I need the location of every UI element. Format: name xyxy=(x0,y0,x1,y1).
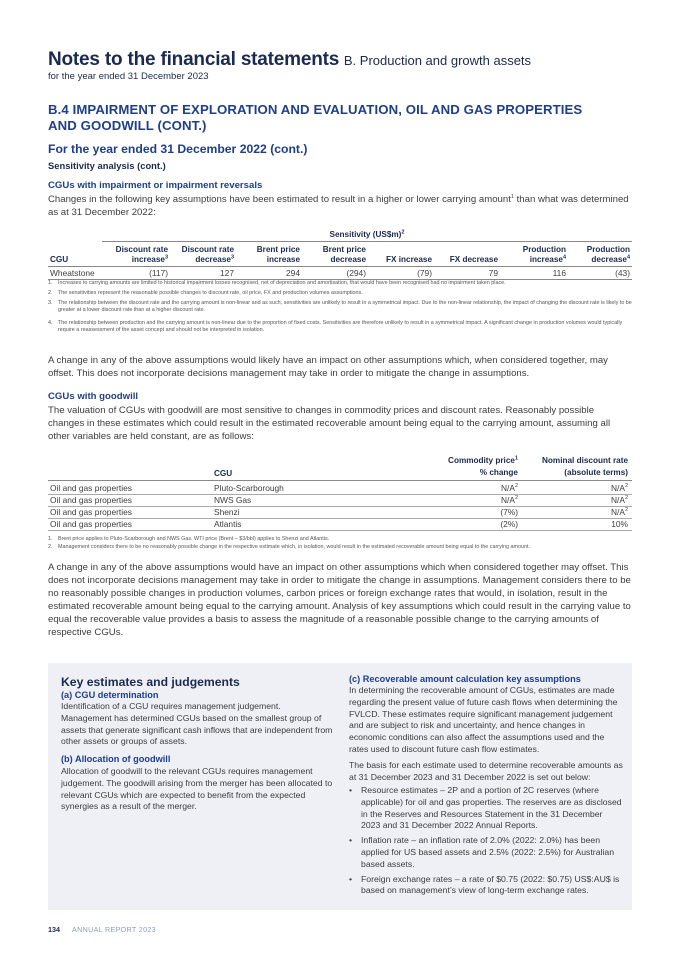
table-row xyxy=(48,519,632,531)
list-item xyxy=(349,835,623,870)
footnote-text: The relationship between production and the carrying amount is non-linear due to the proportion of fixed costs. Sensitivities are therefore unlikely to result in a symmetrical impact. A significant change in production volumes would typically require a reassessment of the asset concept and should not be interpreted in isolation. xyxy=(58,320,623,334)
bullet-icon: • xyxy=(349,785,353,795)
goodwill-allocation-text: Allocation of goodwill to the relevant CGUs requires management judgement. The goodwill arising from the merger has been allocated to relevant CGUs which are expected to benefit from the expected synergies as a result of the merger. xyxy=(61,766,333,812)
intro-footnote-ref: 1 xyxy=(510,193,514,200)
recoverable-amount-text: In determining the recoverable amount of CGUs, estimates are made regarding the present value of future cash flows when determining the FVLCD. These estimates require significant management judgement and are subject to risk and uncertainty, and hence changes in economic conditions can also affect the assumptions used and the rates used to discount future cash flow estimates. xyxy=(349,685,618,754)
commodity-value: N/A xyxy=(500,495,515,505)
cgu-name: NWS Gas xyxy=(214,495,252,505)
header-col-6 xyxy=(523,245,566,264)
value-col-1: 127 xyxy=(220,268,234,278)
discount-change xyxy=(611,507,628,517)
cgu-name: Atlantis xyxy=(214,519,242,529)
header-cgu: CGU xyxy=(50,254,69,264)
key-box-title: Key estimates and judgements xyxy=(61,675,240,689)
discount-change xyxy=(611,495,628,505)
header-col-0 xyxy=(116,245,168,264)
header-commodity-ref: 1 xyxy=(514,455,518,462)
cgu-name: Shenzi xyxy=(214,507,240,517)
discount-value: N/A xyxy=(610,507,625,517)
header-col-6-l1: Production xyxy=(522,245,566,254)
page-number: 134 xyxy=(48,925,60,934)
header-discount-l1: Nominal discount rate xyxy=(542,456,628,465)
header-col-4-l2 xyxy=(386,255,432,265)
section-title-line2: AND GOODWILL (CONT.) xyxy=(48,118,207,133)
sensitivity-data-row xyxy=(48,268,632,280)
header-col-3-l2 xyxy=(323,255,366,265)
list-item xyxy=(349,874,623,898)
header-col-0-ref: 3 xyxy=(164,253,168,260)
header-col-0-text: increase xyxy=(131,254,165,264)
list-item-text: Inflation rate – an inflation rate of 2.0% (2022: 2.0%) has been applied for US based assets and 2.5% (2022: 2.5%) for Australian based assets. xyxy=(361,835,615,869)
header-col-7-l1: Production xyxy=(586,245,630,254)
table-row xyxy=(48,483,632,495)
discount-value: N/A xyxy=(610,495,625,505)
footnote-text: Brent price applies to Pluto-Scarborough and NWS Gas. WTI price (Brent – $3/bbl) applies to Shenzi and Atlantis. xyxy=(58,536,330,542)
section-title-line1: B.4 IMPAIRMENT OF EXPLORATION AND EVALUATION, OIL AND GAS PROPERTIES xyxy=(48,102,583,117)
discount-ref: 2 xyxy=(624,507,628,514)
value-col-3: (294) xyxy=(346,268,366,278)
header-discount xyxy=(542,456,628,477)
commodity-change xyxy=(500,507,518,517)
bullet-icon: • xyxy=(349,835,353,846)
discount-value: 10% xyxy=(611,519,628,529)
page-period: for the year ended 31 December 2023 xyxy=(48,71,209,82)
header-col-7 xyxy=(587,245,630,264)
header-commodity xyxy=(448,456,518,477)
table-row xyxy=(48,507,632,519)
sensitivity-heading: Sensitivity analysis (cont.) xyxy=(48,160,166,171)
header-col-3-l1: Brent price xyxy=(322,245,366,254)
page-header xyxy=(48,50,531,82)
discount-change xyxy=(611,519,628,529)
header-cgu: CGU xyxy=(214,469,233,478)
band-footnote-ref: 2 xyxy=(401,229,405,236)
value-col-2: 294 xyxy=(286,268,300,278)
footnote-number: 2. xyxy=(48,544,53,550)
page-title-section: B. Production and growth assets xyxy=(343,53,532,68)
header-col-1-ref: 3 xyxy=(230,253,234,260)
intro-text-a: Changes in the following key assumptions have been estimated to result in a higher or lower carrying amount xyxy=(48,194,511,205)
page-title xyxy=(48,50,531,70)
value-col-0: (117) xyxy=(149,268,168,278)
header-col-6-l2 xyxy=(523,255,566,265)
footnote-number: 4. xyxy=(48,320,53,326)
discount-ref: 2 xyxy=(624,483,628,490)
header-col-7-text: decrease xyxy=(591,254,627,264)
footnote-number: 1. xyxy=(48,280,53,286)
value-col-4: (79) xyxy=(417,268,432,278)
cgu-impairment-closing: A change in any of the above assumptions would likely have an impact on other assumptions which, when considered together, may offset. This does not incorporate decisions management may take in order to mitigate the change in assumptions. xyxy=(48,355,608,379)
section-title xyxy=(48,102,608,134)
footnote-text: Management considers there to be no reasonably possible change in the respective estimate which, in isolation, would result in the estimated recoverable amount being equal to the carrying amount. xyxy=(58,544,530,550)
header-col-5-l2 xyxy=(450,255,498,265)
header-col-2-text: increase xyxy=(266,254,300,264)
footnote-text: Increases to carrying amounts are limited to historical impairment losses recognised, net of depreciation and amortisation, that would have been recognised had no impairment taken place. xyxy=(58,280,506,286)
header-col-1-l2 xyxy=(182,255,234,265)
cgu-determination-heading: (a) CGU determination xyxy=(61,690,159,700)
footnote-number: 3. xyxy=(48,300,53,306)
value-col-5: 79 xyxy=(488,268,498,278)
footnote-text: The sensitivities represent the reasonable possible changes to discount rate, oil price, FX and production volumes assumptions. xyxy=(58,290,363,296)
header-col-5 xyxy=(450,255,498,265)
header-col-0-l2 xyxy=(116,255,168,265)
header-col-2 xyxy=(257,245,300,264)
commodity-value: N/A xyxy=(500,483,515,493)
sensitivity-band-header xyxy=(102,230,632,242)
header-col-3 xyxy=(323,245,366,264)
value-col-6: 116 xyxy=(552,268,566,278)
bullet-icon: • xyxy=(349,873,353,884)
cgu-impairment-intro xyxy=(48,193,632,219)
report-name: ANNUAL REPORT 2023 xyxy=(72,925,156,934)
header-col-1 xyxy=(182,245,234,264)
footnote-number: 2. xyxy=(48,290,53,296)
cgu-impairment-heading: CGUs with impairment or impairment reversals xyxy=(48,180,263,191)
value-col-7: (43) xyxy=(615,268,630,278)
commodity-change xyxy=(501,495,518,505)
header-col-1-text: decrease xyxy=(195,254,231,264)
year-heading: For the year ended 31 December 2022 (cont.) xyxy=(48,142,308,156)
table-row xyxy=(48,495,632,507)
header-col-7-l2 xyxy=(587,255,630,265)
commodity-ref: 2 xyxy=(514,495,518,502)
recoverable-amount-heading: (c) Recoverable amount calculation key assumptions xyxy=(349,674,581,684)
commodity-ref: 2 xyxy=(514,483,518,490)
header-col-0-l1: Discount rate xyxy=(115,245,168,254)
discount-ref: 2 xyxy=(624,495,628,502)
goodwill-allocation-heading: (b) Allocation of goodwill xyxy=(61,754,171,764)
asset-class: Oil and gas properties xyxy=(50,483,132,493)
list-item-text: Resource estimates – 2P and a portion of 2C reserves (where applicable) for oil and gas properties. The reserves are as disclosed in the Reserves and Resources Statement in the 31 December 2023 and 31 December 2022 Annual Reports. xyxy=(361,785,622,831)
commodity-change xyxy=(500,519,518,529)
discount-value: N/A xyxy=(610,483,625,493)
page-title-main: Notes to the financial statements xyxy=(48,49,340,70)
key-estimates-box xyxy=(48,663,632,910)
header-col-2-l2 xyxy=(257,255,300,265)
header-col-6-text: increase xyxy=(529,254,563,264)
intro-text-b: than what was determined as at 31 December 2022: xyxy=(48,194,629,218)
list-item xyxy=(349,785,623,832)
footnote-number: 1. xyxy=(48,536,53,542)
header-col-5-text: FX decrease xyxy=(449,254,498,264)
recoverable-amount-basis: The basis for each estimate used to determine recoverable amounts as at 31 December 2023 and 31 December 2022 is set out below: xyxy=(349,760,623,782)
band-label: Sensitivity (US$m) xyxy=(329,230,402,239)
cgu-goodwill-heading: CGUs with goodwill xyxy=(48,391,139,402)
header-commodity-l2: % change xyxy=(479,468,518,477)
asset-class: Oil and gas properties xyxy=(50,519,132,529)
commodity-value: (2%) xyxy=(500,519,518,529)
goodwill-header-row xyxy=(48,455,632,481)
cgu-name: Pluto-Scarborough xyxy=(214,483,284,493)
header-col-7-ref: 4 xyxy=(626,253,630,260)
discount-change xyxy=(611,483,628,493)
asset-class: Oil and gas properties xyxy=(50,495,132,505)
commodity-change xyxy=(501,483,518,493)
header-commodity-l1: Commodity price xyxy=(448,456,515,465)
header-col-2-l1: Brent price xyxy=(256,245,300,254)
cgu-goodwill-intro: The valuation of CGUs with goodwill are most sensitive to changes in commodity prices and discount rates. Reasonably possible changes in these estimates which could result in the estimated recoverable amount being equal to the carrying amount, assuming all other variables are held constant, are as follows: xyxy=(48,405,611,442)
page-footer xyxy=(48,925,156,934)
cgu-determination-text: Identification of a CGU requires management judgement. Management has determined CGUs based on the smallest group of assets that generate significant cash inflows that are independent from other assets or groups of assets. xyxy=(61,701,333,747)
header-col-3-text: decrease xyxy=(330,254,366,264)
cgu-goodwill-closing: A change in any of the above assumptions would have an impact on other assumptions which when considered together may offset. This does not incorporate decisions management may take in order to mitigate the change in assumptions. Management considers there to be no reasonably possible changes in production volumes, carbon prices or foreign exchange rates that would, in isolation, result in the estimated recoverable amount being equal to the carrying amount. Analysis of key assumptions which could result in the carrying value to equal the recoverable value provides a basis to assess the magnitude of a reasonable possible change to the carrying amounts of respective CGUs. xyxy=(48,562,631,638)
header-col-4-text: FX increase xyxy=(386,254,432,264)
row-cgu: Wheatstone xyxy=(50,268,95,278)
list-item-text: Foreign exchange rates – a rate of $0.75 (2022: $0.75) US$:AU$ is based on management’s view of long-term exchange rates. xyxy=(361,873,620,896)
sensitivity-header-row xyxy=(48,246,632,267)
assumption-list xyxy=(349,785,623,900)
header-col-1-l1: Discount rate xyxy=(181,245,234,254)
header-col-4 xyxy=(386,255,432,265)
footnote-text: The relationship between the discount rate and the carrying amount is non-linear and as such, sensitivities are unlikely to result in a symmetrical impact. Due to the non-linear relationship, the impact of changing the discount rate is likely to be greater at a lower discount rate than at a higher discount rate. xyxy=(58,300,632,314)
asset-class: Oil and gas properties xyxy=(50,507,132,517)
header-discount-l2: (absolute terms) xyxy=(564,468,628,477)
commodity-value: (7%) xyxy=(500,507,518,517)
header-col-6-ref: 4 xyxy=(562,253,566,260)
